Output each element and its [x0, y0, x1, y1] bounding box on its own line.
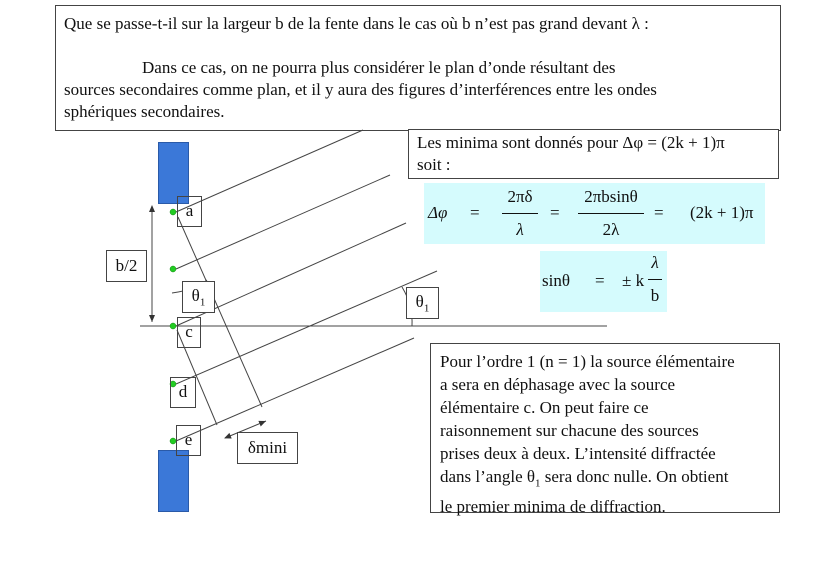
label-half-width: b/2	[106, 250, 147, 282]
source-b	[170, 266, 176, 272]
slit-edge-top	[158, 142, 189, 204]
sine-formula	[540, 251, 667, 312]
question-text: Que se passe-t-il sur la largeur b de la fente dans le cas où b n’est pas grand devant λ :	[64, 14, 649, 33]
theta-symbol: θ	[415, 292, 424, 311]
ray-b	[176, 175, 390, 269]
explanation-box	[430, 343, 780, 517]
formula-lhs: sinθ	[542, 271, 570, 290]
note-line: prises deux à deux. L’intensité diffractée	[440, 444, 716, 463]
note-text: dans l’angle θ	[440, 467, 536, 486]
denominator: 2λ	[602, 220, 620, 239]
minima-line-1: Les minima sont donnés pour Δφ = (2k + 1)π	[417, 133, 725, 152]
formula-eq: =	[595, 271, 605, 290]
ray-d	[176, 271, 437, 384]
denominator: λ	[516, 220, 524, 239]
denominator: b	[650, 286, 660, 305]
note-line	[440, 465, 770, 495]
fraction-2	[578, 187, 644, 240]
fraction-1	[502, 187, 538, 240]
note-line: raisonnement sur chacune des sources	[440, 421, 699, 440]
theta-subscript: 1	[423, 302, 430, 315]
label-delta-mini: δmini	[237, 432, 298, 464]
minima-line-2: soit :	[417, 155, 451, 174]
note-line: élémentaire c. On peut faire ce	[440, 398, 649, 417]
numerator: 2πbsinθ	[584, 187, 638, 206]
formula-pm: ± k	[622, 271, 645, 290]
answer-line-3: sphériques secondaires.	[64, 102, 225, 121]
label-theta-left	[182, 281, 215, 313]
ray-e	[176, 338, 414, 441]
note-line: Pour l’ordre 1 (n = 1) la source élémentaire	[440, 352, 735, 371]
source-a	[170, 209, 176, 215]
label-c: c	[177, 317, 201, 348]
formula-eq: =	[550, 203, 560, 222]
formula-eq: =	[470, 203, 480, 222]
label-d: d	[170, 377, 196, 408]
label-a: a	[177, 196, 202, 227]
numerator: 2πδ	[507, 187, 533, 206]
answer-line-1: Dans ce cas, on ne pourra plus considérer le plan d’onde résultant des	[142, 58, 616, 77]
fraction	[648, 253, 662, 306]
slit-edge-bottom	[158, 450, 189, 512]
note-line: le premier minima de diffraction.	[440, 497, 666, 517]
theta-symbol: θ	[191, 286, 200, 305]
note-text: sera donc nulle. On obtient	[540, 467, 729, 486]
note-line: a sera en déphasage avec la source	[440, 375, 676, 394]
formula-eq: =	[654, 203, 664, 222]
theta-subscript: 1	[199, 296, 206, 309]
theta-subscript: 1	[535, 477, 541, 490]
answer-line-2: sources secondaires comme plan, et il y aura des figures d’interférences entre les ondes	[64, 80, 657, 99]
minima-box	[408, 129, 779, 179]
numerator: λ	[651, 253, 659, 272]
phase-formula	[424, 183, 765, 244]
label-e: e	[176, 425, 201, 456]
formula-lhs: Δφ	[428, 203, 448, 222]
label-theta-right	[406, 287, 439, 319]
source-c	[170, 323, 176, 329]
formula-rhs: (2k + 1)π	[690, 203, 754, 222]
